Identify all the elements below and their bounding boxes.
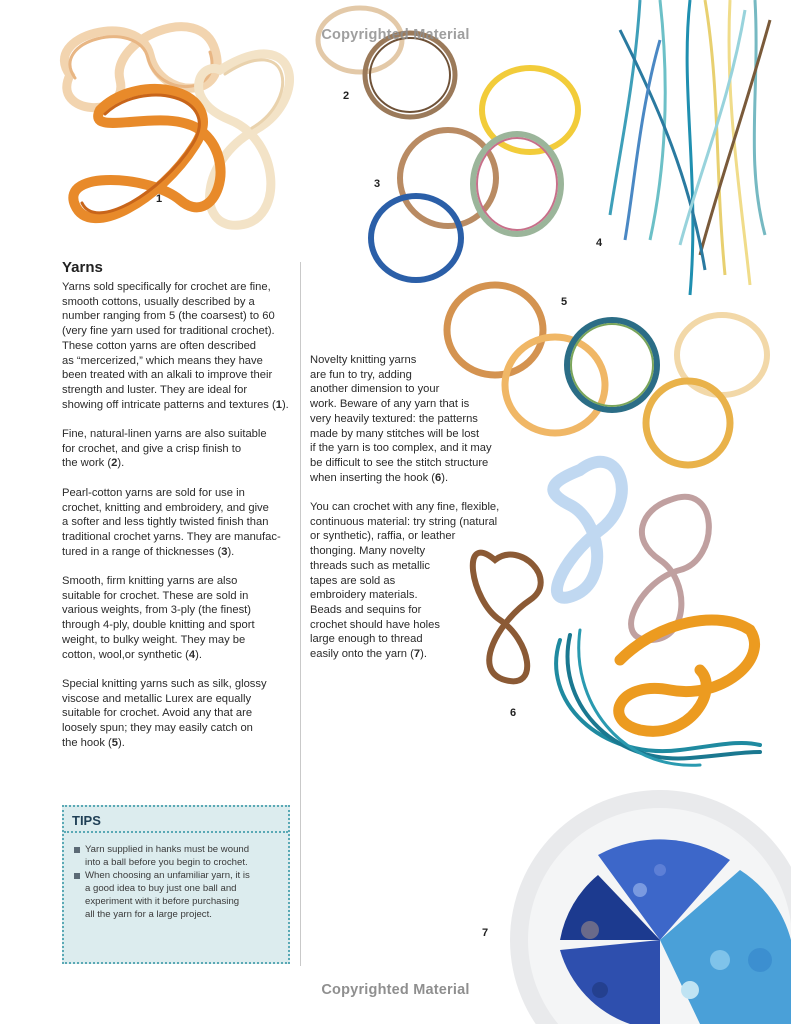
yarn-sample-1-image <box>64 27 289 226</box>
figure-number-3: 3 <box>374 178 381 190</box>
tips-list <box>64 833 288 921</box>
figure-number-1: 1 <box>156 193 163 205</box>
bullet-square-icon <box>74 873 80 879</box>
yarn-sample-6-image <box>473 462 760 765</box>
yarn-sample-4-image <box>610 0 770 295</box>
tips-item: Yarn supplied in hanks must be wound into a ball before you begin to crochet. <box>74 844 280 870</box>
tips-box <box>62 805 290 964</box>
figure-number-4: 4 <box>596 237 603 249</box>
paragraph-novelty-yarns: Novelty knitting yarns are fun to try, adding another dimension to your work. Beware of any yarn that is very heavily textured: the patterns made by many stitches will be lost if the yarn is too complex, and it may be difficult to see the stitch structure when inserting the hook (6). <box>310 354 492 484</box>
tips-title: TIPS <box>64 807 288 833</box>
paragraph-knitting-yarns: Smooth, firm knitting yarns are also suitable for crochet. These are sold in various weights, from 3-ply (the finest) through 4-ply, double knitting and sport weight, to bulky weight. They may be cotton, wool,or synthetic (4). <box>62 575 255 661</box>
paragraph-cotton-yarns: Yarns sold specifically for crochet are fine, smooth cottons, usually described by a number ranging from 5 (the coarsest) to 60 (very fine yarn used for traditional crochet). These cotton yarns are often described as “mercerized,” which means they have been treated with an alkali to improve their strength and luster. They are ideal for showing off intricate patterns and textures (1). <box>62 281 289 411</box>
copyright-watermark-bottom: Copyrighted Material <box>321 982 470 998</box>
paragraph-other-materials: You can crochet with any fine, flexible, continuous material: try string (natural or synthetic), raffia, or leather thonging. Many novelty threads such as metallic tapes are sold as embroidery materials. Beads and sequins for crochet should have holes large enough to thread easily onto the yarn (7). <box>310 501 500 661</box>
figure-number-6: 6 <box>510 707 517 719</box>
paragraph-linen-yarns: Fine, natural-linen yarns are also suitable for crochet, and give a crisp finish to the work (2). <box>62 428 267 470</box>
bullet-square-icon <box>74 847 80 853</box>
right-text-column <box>310 353 515 676</box>
tips-item: When choosing an unfamiliar yarn, it is a good idea to buy just one ball and experiment with it before purchasing all the yarn for a large project. <box>74 870 280 922</box>
left-text-column <box>62 280 298 765</box>
figure-number-7: 7 <box>482 927 489 939</box>
paragraph-pearl-cotton: Pearl-cotton yarns are sold for use in crochet, knitting and embroidery, and give a softer and less tightly twisted finish than traditional crochet yarns. They are manufac- tured in a range of thicknesses (3). <box>62 486 281 558</box>
yarn-sample-2-image <box>318 8 455 117</box>
copyright-watermark-top: Copyrighted Material <box>321 27 470 43</box>
figure-number-2: 2 <box>343 90 350 102</box>
paragraph-special-yarns: Special knitting yarns such as silk, glossy viscose and metallic Lurex are equally suitable for crochet. Avoid any that are loosely spun; they may easily catch on the hook (5). <box>62 677 267 749</box>
yarn-sample-3-image <box>371 68 578 280</box>
section-heading: Yarns <box>62 259 103 276</box>
column-divider <box>300 262 301 966</box>
figure-number-5: 5 <box>561 296 568 308</box>
